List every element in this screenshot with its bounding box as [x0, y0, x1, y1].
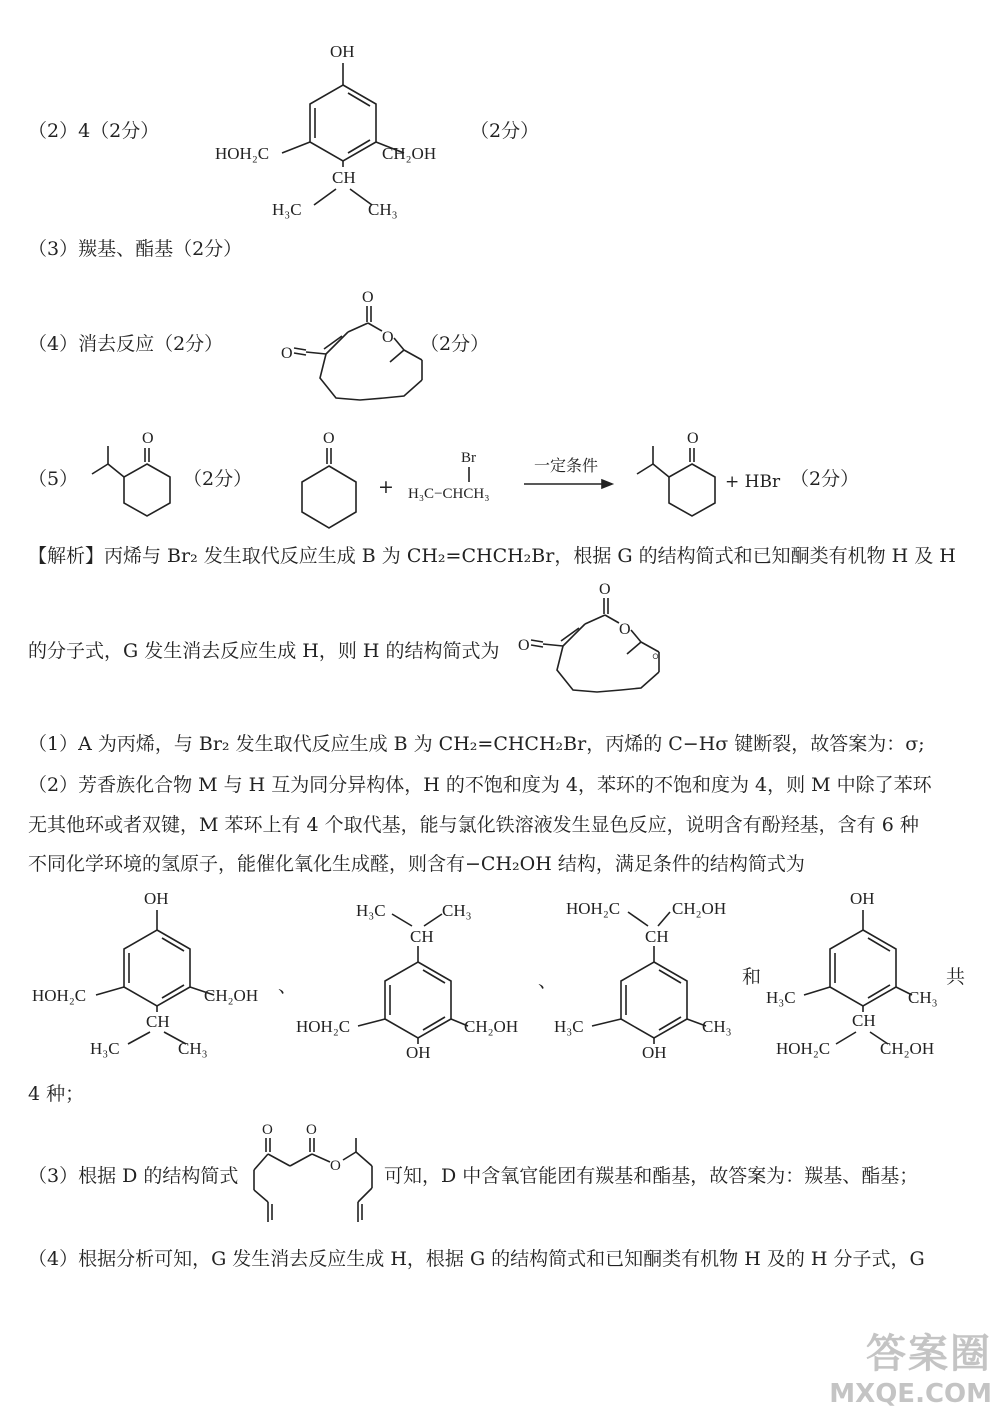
- label-hoh2c: HOH₂C: [566, 899, 621, 918]
- label-o-ester: O: [382, 329, 394, 346]
- label-oh: OH: [642, 1043, 667, 1062]
- label-o-ketone: O: [262, 1122, 273, 1138]
- label-ch3: CH₃: [368, 200, 398, 219]
- structure-cyclohexanone: [290, 428, 370, 528]
- structure-isomer-2: [292, 892, 552, 1072]
- structure-product-ketone: [615, 428, 725, 528]
- label-h3c: H₃C: [90, 1039, 120, 1058]
- label-h3c: H₃C: [272, 200, 302, 219]
- label-ch2oh: CH₂OH: [382, 144, 437, 163]
- analysis-q4: （4）根据分析可知，G 发生消去反应生成 H，根据 G 的结构简式和已知酮类有机物 H 及的 H 分子式，G: [28, 1248, 925, 1270]
- total-count-b: 4 种；: [28, 1083, 85, 1105]
- answer-3: （3）羰基、酯基（2分）: [28, 238, 243, 260]
- analysis-line-2-end: 。: [652, 640, 672, 662]
- answer-2-label: （2）4（2分）: [28, 120, 160, 142]
- label-hoh2c: HOH₂C: [215, 144, 270, 163]
- label-ch2oh: CH₂OH: [464, 1017, 519, 1036]
- analysis-q2-line-3: 不同化学环境的氢原子，能催化氧化生成醛，则含有−CH₂OH 结构，满足条件的结构简式为: [28, 853, 805, 875]
- label-ch3: CH₃: [702, 1017, 732, 1036]
- label-hoh2c: HOH₂C: [776, 1039, 831, 1058]
- structure-h-inline: [515, 580, 675, 710]
- structure-q2-answer: [210, 35, 470, 225]
- label-hoh2c: HOH₂C: [32, 986, 87, 1005]
- structure-d: [244, 1118, 394, 1228]
- label-ch: CH: [410, 927, 434, 946]
- analysis-q1: （1）A 为丙烯，与 Br₂ 发生取代反应生成 B 为 CH₂=CHCH₂Br，丙烯的 C−Hσ 键断裂，故答案为：σ;: [28, 733, 925, 755]
- reaction-plus: +: [378, 476, 394, 498]
- conjunction-and: 和: [742, 966, 762, 988]
- label-o-ester-carbonyl: O: [306, 1122, 317, 1138]
- label-o-carbonyl: O: [599, 581, 611, 598]
- structure-isomer-1: [28, 882, 288, 1062]
- answer-5-score2: （2分）: [790, 468, 860, 490]
- label-o: O: [323, 430, 335, 447]
- label-o: O: [142, 430, 154, 447]
- label-oh: OH: [406, 1043, 431, 1062]
- label-h3c: H₃C: [356, 901, 386, 920]
- label-ch: CH: [332, 168, 356, 187]
- separator-2: 、: [538, 970, 558, 992]
- structure-2-isopropylcyclohexanone: [70, 428, 180, 528]
- structure-isomer-4: [762, 882, 962, 1062]
- reaction-arrow: [522, 477, 612, 491]
- analysis-q3-a: （3）根据 D 的结构简式: [28, 1165, 239, 1187]
- label-h3c-chch3: H₃C−CHCH₃: [408, 486, 490, 502]
- label-o-ester: O: [619, 621, 631, 638]
- separator-1: 、: [278, 975, 298, 997]
- label-o: O: [687, 430, 699, 447]
- label-o-ketone: O: [518, 637, 530, 654]
- reaction-hbr: + HBr: [725, 472, 781, 492]
- structure-2-bromopropane: [406, 446, 526, 516]
- label-ch: CH: [645, 927, 669, 946]
- analysis-q2-line-2: 无其他环或者双键，M 苯环上有 4 个取代基，能与氯化铁溶液发生显色反应，说明含有酚羟基，含有 6 种: [28, 814, 919, 836]
- label-oh: OH: [330, 42, 355, 61]
- label-ch3: CH₃: [442, 901, 472, 920]
- label-oh: OH: [850, 889, 875, 908]
- label-ch3: CH₃: [908, 988, 938, 1007]
- analysis-line-1: 【解析】丙烯与 Br₂ 发生取代反应生成 B 为 CH₂=CHCH₂Br，根据 G 的结构简式和已知酮类有机物 H 及 H: [28, 545, 956, 567]
- label-ch3: CH₃: [178, 1039, 208, 1058]
- label-ch2oh: CH₂OH: [880, 1039, 935, 1058]
- structure-h-macrolactone: [278, 288, 438, 418]
- label-ch: CH: [146, 1012, 170, 1031]
- answer-4-label: （4）消去反应（2分）: [28, 333, 224, 355]
- label-oh: OH: [144, 889, 169, 908]
- watermark-text-2: MXQE.COM: [829, 1379, 992, 1409]
- label-ch2oh: CH₂OH: [672, 899, 727, 918]
- watermark: [829, 1322, 992, 1409]
- watermark-text-1: 答案圈: [866, 1331, 992, 1377]
- total-count-a: 共: [946, 966, 966, 988]
- answer-4-score: （2分）: [420, 333, 490, 355]
- label-h3c: H₃C: [766, 988, 796, 1007]
- answer-2-score: （2分）: [470, 120, 540, 142]
- label-ch: CH: [852, 1011, 876, 1030]
- label-ch2oh: CH₂OH: [204, 986, 259, 1005]
- answer-5-score1: （2分）: [183, 468, 253, 490]
- label-hoh2c: HOH₂C: [296, 1017, 351, 1036]
- label-o-ketone: O: [281, 345, 293, 362]
- answer-5-label: （5）: [28, 468, 79, 490]
- reaction-condition: 一定条件: [534, 456, 599, 475]
- label-o-carbonyl: O: [362, 289, 374, 306]
- label-h3c: H₃C: [554, 1017, 584, 1036]
- label-o-ester: O: [330, 1158, 341, 1174]
- analysis-q2-line-1: （2）芳香族化合物 M 与 H 互为同分异构体，H 的不饱和度为 4，苯环的不饱和度为 4，则 M 中除了苯环: [28, 774, 932, 796]
- analysis-q3-b: 可知，D 中含氧官能团有羰基和酯基，故答案为：羰基、酯基；: [384, 1165, 919, 1187]
- label-br: Br: [461, 450, 476, 466]
- analysis-line-2: 的分子式，G 发生消去反应生成 H，则 H 的结构简式为: [28, 640, 500, 662]
